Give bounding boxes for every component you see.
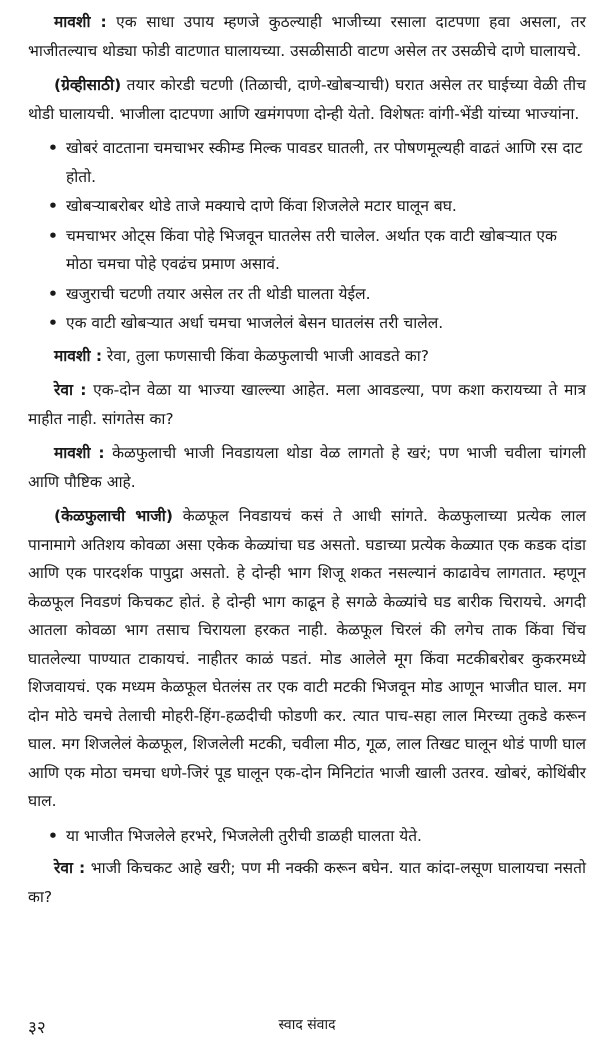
- paragraph-text: भाजी किचकट आहे खरी; पण मी नक्की करून बघेन. यात कांदा-लसूण घालायचा नसतो का?: [28, 859, 586, 906]
- paragraph-text: केळफूल निवडायचं कसं ते आधी सांगते. केळफुलाच्या प्रत्येक लाल पानामागे अतिशय कोवळा असा एकेक केळ्यांचा घड असतो. घडाच्या प्रत्येक केळ्यात एक कडक दांडा आणि एक पारदर्शक पापुद्रा असतो. हे दोन्ही भाग शिजू शकत नसल्यानं काढावेच लागतात. म्हणून केळफूल निवडणं किचकट होतं. हे दोन्ही भाग काढून हे सगळे केळ्यांचे घड बारीक चिरायचे. अगदी आतला कोवळा भाग तसाच चिरायला हरकत नाही. केळफूल चिरलं की लगेच ताक किंवा चिंच घातलेल्या पाण्यात टाकायचं. नाहीतर काळं पडतं. मोड आलेले मूग किंवा मटकीबरोबर कुकरमध्ये शिजवायचं. एक मध्यम केळफूल घेतलंस तर एक वाटी मटकी भिजवून मोड आणून भाजीत घाल. मग दोन मोठे चमचे तेलाची मोहरी-हिंग-हळदीची फोडणी कर. त्यात पाच-सहा लाल मिरच्या तुकडे करून घाल. मग शिजलेलं केळफूल, शिजलेली मटकी, चवीला मीठ, गूळ, लाल तिखट घालून थोडं पाणी घाल आणि एक मोठा चमचा धणे-जिरं पूड घालून एक-दोन मिनिटांत भाजी खाली उतरव. खोबरं, कोथिंबीर घाल.: [28, 507, 586, 810]
- speaker-label: मावशी :: [54, 444, 105, 462]
- paragraph-text: रेवा, तुला फणसाची किंवा केळफुलाची भाजी आवडते का?: [102, 346, 429, 365]
- paragraph-maushi-2: [28, 342, 586, 371]
- list-item: • खजुराची चटणी तयार असेल तर ती थोडी घालता येईल.: [48, 280, 586, 309]
- paragraph-reva-1: [28, 376, 586, 433]
- book-title: स्वाद संवाद: [278, 1017, 336, 1033]
- paragraph-kelphool-recipe: [28, 502, 586, 816]
- bullet-icon: •: [48, 284, 58, 303]
- speaker-label: मावशी :: [54, 346, 103, 365]
- paragraph-text: एक-दोन वेळा या भाज्या खाल्ल्या आहेत. मला आवडल्या, पण कशा करायच्या ते मात्र माहीत नाही. सांगतेस का?: [28, 381, 586, 428]
- speaker-label: रेवा :: [54, 381, 87, 399]
- bullet-icon: •: [48, 314, 58, 332]
- speaker-label: रेवा :: [54, 859, 86, 877]
- paragraph-reva-2: [28, 854, 586, 911]
- list-item: • खोबऱ्याबरोबर थोडे ताजे मक्याचे दाणे किंवा शिजलेले मटार घालून बघ.: [48, 192, 586, 221]
- variation-list: [28, 822, 586, 851]
- paragraph-maushi-1: [28, 8, 586, 65]
- bullet-icon: •: [48, 139, 58, 157]
- tips-list: [28, 134, 586, 338]
- paragraph-gravy: [28, 71, 586, 128]
- bullet-icon: •: [48, 226, 58, 245]
- list-item: • एक वाटी खोबऱ्यात अर्धा चमचा भाजलेलं बेसन घातलंस तरी चालेल.: [48, 309, 586, 338]
- section-heading: (ग्रेव्हीसाठी): [54, 76, 122, 94]
- bullet-icon: •: [48, 197, 58, 215]
- page-footer: [28, 1015, 586, 1039]
- list-item: • या भाजीत भिजलेले हरभरे, भिजलेली तुरीची डाळही घालता येते.: [48, 822, 586, 851]
- paragraph-text: तयार कोरडी चटणी (तिळाची, दाणे-खोबऱ्याची) घरात असेल तर घाईच्या वेळी तीच थोडी घालायची. भाजीला दाटपणा आणि खमंगपणा दोन्ही येतो. विशेषतः वांगी-भेंडी यांच्या भाज्यांना.: [28, 76, 586, 123]
- page-number: ३२: [28, 1018, 46, 1038]
- paragraph-text: केळफुलाची भाजी निवडायला थोडा वेळ लागतो हे खरं; पण भाजी चवीला चांगली आणि पौष्टिक आहे.: [28, 444, 586, 491]
- section-heading: (केळफुलाची भाजी): [54, 507, 173, 525]
- speaker-label: मावशी :: [54, 13, 107, 31]
- bullet-icon: •: [48, 826, 58, 845]
- paragraph-maushi-3: [28, 439, 586, 496]
- list-item: • चमचाभर ओट्स किंवा पोहे भिजवून घातलेस तरी चालेल. अर्थात एक वाटी खोबऱ्यात एक मोठा चमचा पोहे एवढंच प्रमाण असावं.: [48, 222, 586, 279]
- paragraph-text: एक साधा उपाय म्हणजे कुठल्याही भाजीच्या रसाला दाटपणा हवा असला, तर भाजीतल्याच थोड्या फोडी वाटणात घालायच्या. उसळीसाठी वाटण असेल तर उसळीचे दाणे घालायचे.: [28, 13, 586, 60]
- list-item: • खोबरं वाटताना चमचाभर स्कीम्ड मिल्क पावडर घातली, तर पोषणमूल्यही वाढतं आणि रस दाट होतो.: [48, 134, 586, 191]
